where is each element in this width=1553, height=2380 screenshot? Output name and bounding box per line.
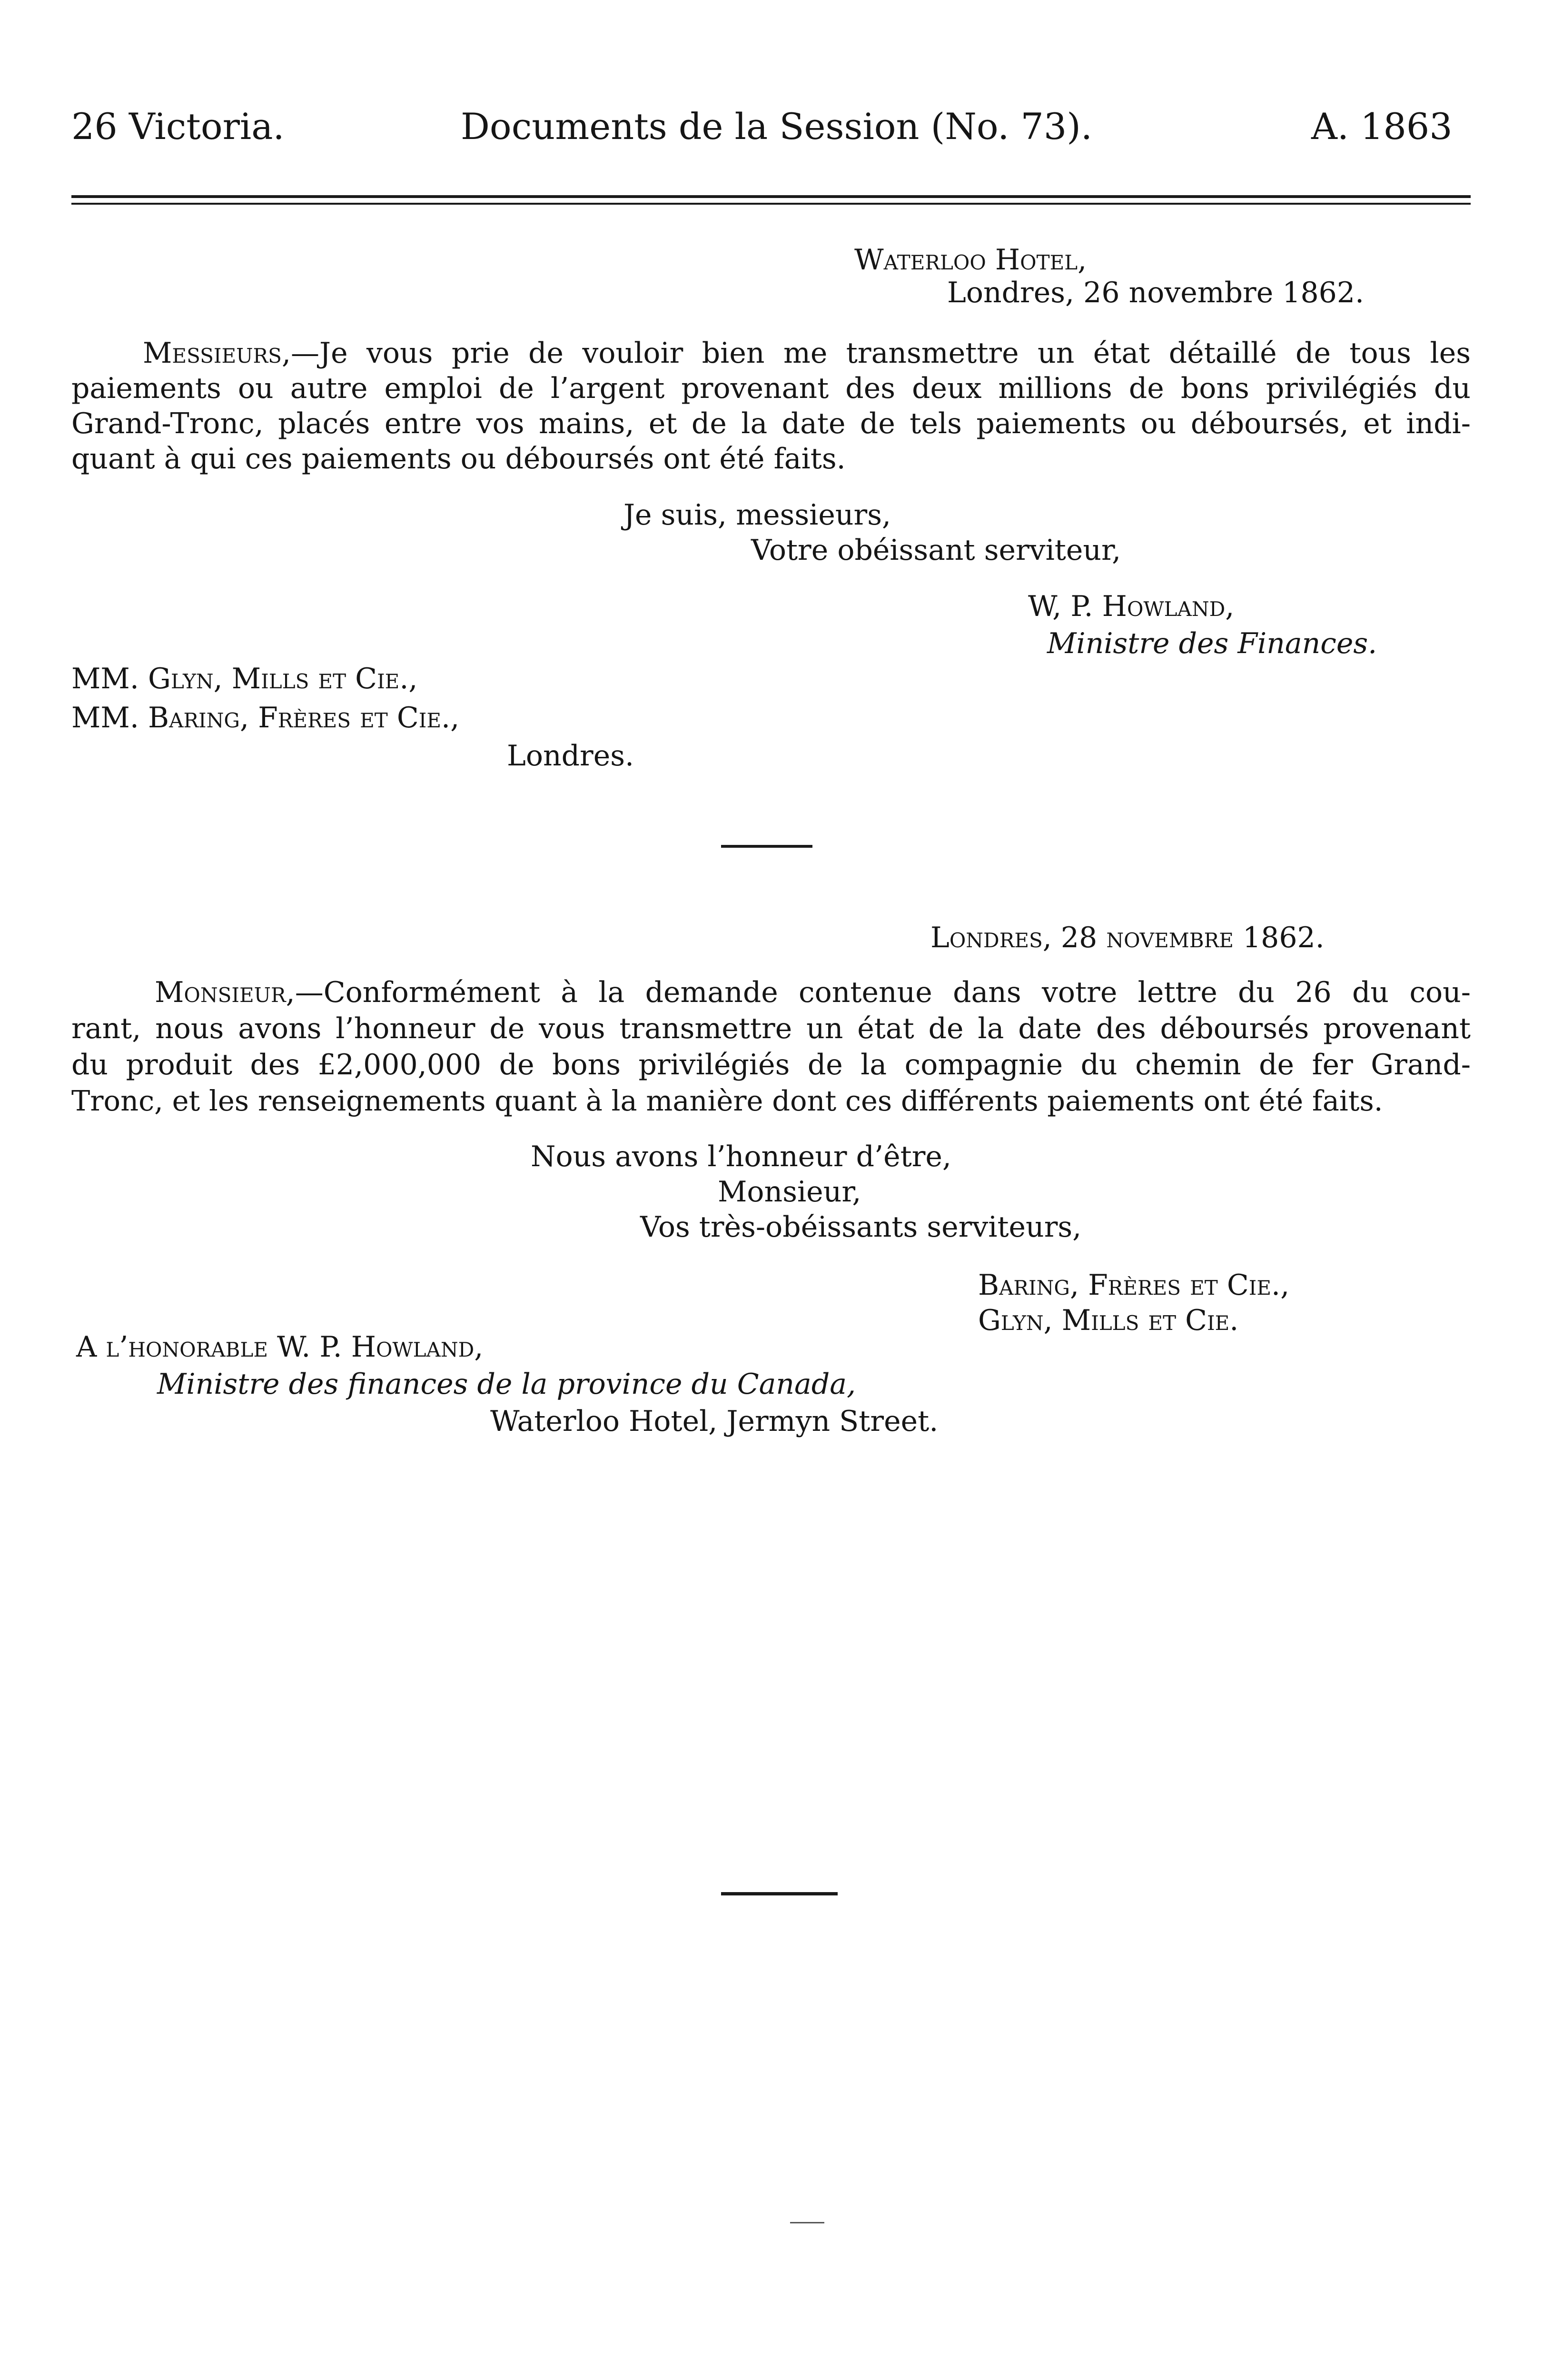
letter2-addressee-1: A l’honorable W. P. Howland, (76, 1330, 484, 1364)
letter2-body-line-4: Tronc, et les renseignements quant à la manière dont ces différents paiements ont été faits. (71, 1084, 1383, 1117)
letter2-body-line-1: Monsieur,—Conformément à la demande contenue dans votre lettre du 26 du cou- (155, 976, 1471, 1009)
letter2-body-line-3: du produit des £2,000,000 de bons privilégiés de la compagnie du chemin de fer Grand- (71, 1048, 1471, 1081)
ink-speck (790, 2222, 824, 2223)
letter1-body-line-1: Messieurs,—Je vous prie de vouloir bien me transmettre un état détaillé de tous les (143, 337, 1471, 370)
header-year: A. 1863 (1311, 105, 1453, 148)
letter1-salutation: Messieurs, (143, 337, 291, 370)
letter2-body-line-2: rant, nous avons l’honneur de vous transmettre un état de la date des déboursés provenant (71, 1012, 1471, 1045)
header-rule-bottom (71, 203, 1471, 205)
letter1-body-line-3: Grand-Tronc, placés entre vos mains, et de la date de tels paiements ou déboursés, et indi- (71, 407, 1471, 440)
letter1-place: Waterloo Hotel, (854, 243, 1087, 277)
letter1-closing-2: Votre obéissant serviteur, (751, 534, 1121, 567)
letter1-signature-name: W, P. Howland, (1028, 590, 1235, 623)
letter-separator (721, 845, 812, 848)
letter1-closing-1: Je suis, messieurs, (623, 498, 891, 532)
letter1-addressee-1: MM. Glyn, Mills et Cie., (71, 662, 418, 695)
letter2-closing-1: Nous avons l’honneur d’être, (531, 1140, 952, 1173)
header-session-year: 26 Victoria. (71, 105, 285, 148)
letter2-addressee-3: Waterloo Hotel, Jermyn Street. (490, 1405, 939, 1438)
letter2-closing-2: Monsieur, (718, 1175, 861, 1209)
letter2-signature-2: Glyn, Mills et Cie. (978, 1304, 1239, 1337)
letter1-addressee-city: Londres. (507, 739, 634, 773)
letter1-body-line-2: paiements ou autre emploi de l’argent provenant des deux millions de bons privilégiés du (71, 372, 1471, 405)
letter1-addressee-2: MM. Baring, Frères et Cie., (71, 701, 460, 734)
letter1-date: Londres, 26 novembre 1862. (947, 276, 1365, 309)
bottom-rule (721, 1892, 838, 1895)
letter2-place-date: Londres, 28 novembre 1862. (930, 921, 1325, 954)
letter1-body-line-4: quant à qui ces paiements ou déboursés ont été faits. (71, 442, 846, 476)
header-title: Documents de la Session (No. 73). (461, 105, 1093, 148)
letter1-signature-title: Ministre des Finances. (1047, 627, 1377, 660)
letter2-salutation: Monsieur, (155, 976, 295, 1009)
letter2-signature-1: Baring, Frères et Cie., (978, 1269, 1290, 1302)
letter2-closing-3: Vos très-obéissants serviteurs, (640, 1210, 1082, 1244)
letter2-addressee-2: Ministre des finances de la province du Canada, (157, 1368, 856, 1401)
header-rule-top (71, 195, 1471, 198)
